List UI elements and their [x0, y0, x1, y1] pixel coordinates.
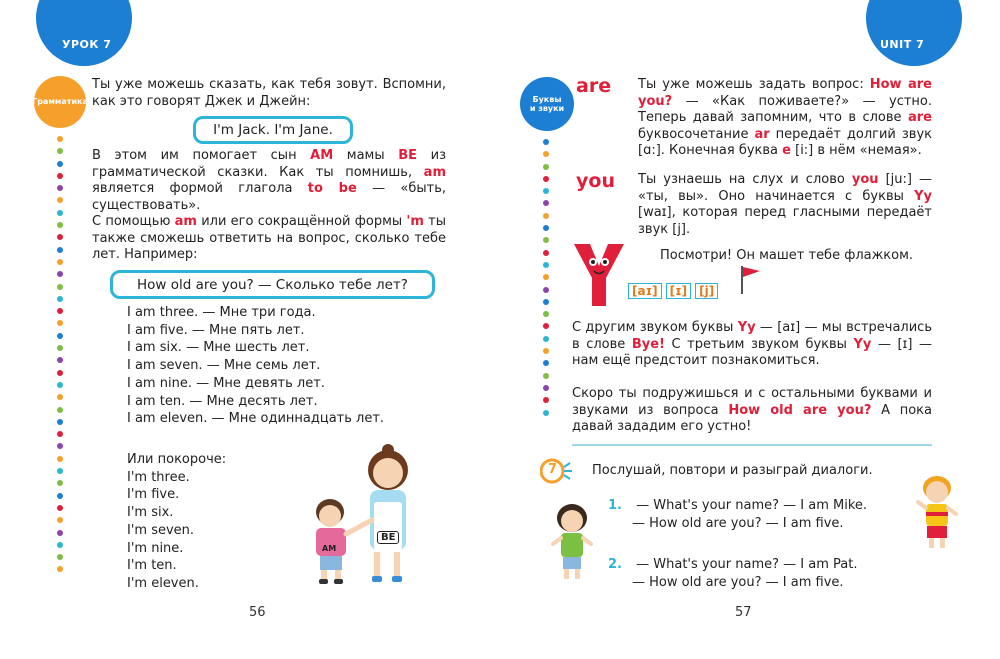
other-sounds-paragraph: С другим звуком буквы Yy — [aɪ] — мы встречались в слове Bye! С третьим звуком буквы Yy — [ɪ] — нам ещё предстоит познакомиться.	[572, 320, 933, 368]
word-are: are	[576, 75, 612, 97]
grammar-badge-label: Грамматика	[32, 97, 88, 107]
mom-apron-label: BE	[377, 531, 399, 544]
list-item: I am ten. — Мне десять лет.	[127, 393, 318, 409]
list-item: I am five. — Мне пять лет.	[127, 322, 305, 338]
dialog-2-line-2: — How old are you? — I am five.	[632, 575, 844, 590]
sound-flags	[626, 283, 720, 299]
list-item: I'm nine.	[127, 540, 184, 556]
letters-sounds-badge: Буквы и звуки	[520, 77, 574, 131]
word-you: you	[576, 170, 615, 192]
age-examples-list	[127, 304, 384, 428]
girl-illustration	[550, 502, 594, 584]
dialog-2: 2. — What's your name? — I am Pat. — How old are you? — I am five.	[608, 557, 858, 590]
flag-ai: [aɪ]	[628, 283, 662, 299]
list-item: I am seven. — Мне семь лет.	[127, 358, 321, 374]
soon-paragraph: Скоро ты подружишься и с остальными буквами и звуками из вопроса How old are you? А пока давай зададим его устно!	[572, 386, 932, 434]
jack-jane-pill	[193, 116, 353, 144]
list-item: I'm ten.	[127, 558, 177, 574]
dialog-2-line-1: — What's your name? — I am Pat.	[636, 557, 858, 572]
left-page-number: 56	[249, 605, 266, 620]
list-item: I'm six.	[127, 505, 174, 521]
section-divider	[572, 444, 932, 446]
list-item: I am six. — Мне шесть лет.	[127, 340, 310, 356]
jack-jane-text: I'm Jack. I'm Jane.	[213, 122, 333, 138]
dialog-1: 1. — What's your name? — I am Mike. — How old are you? — I am five.	[608, 498, 868, 531]
boy-illustration	[914, 474, 960, 554]
list-item: I am nine. — Мне девять лет.	[127, 375, 325, 391]
unit-header-circle	[866, 0, 962, 66]
are-paragraph: Ты уже можешь задать вопрос: How are you? — «Как поживаете?» — устно. Теперь давай запомним, что в слове are буквосочетание ar передаёт долгий звук [ɑ:]. Конечная буква e [i:] в нём «немая».	[638, 77, 932, 158]
short-examples-list	[127, 451, 226, 593]
look-caption: Посмотри! Он машет тебе флажком.	[660, 248, 914, 263]
grammar-badge	[34, 76, 86, 128]
list-item: I'm seven.	[127, 522, 195, 538]
shorter-title: Или покороче:	[127, 452, 227, 467]
dialog-1-line-2: — How old are you? — I am five.	[632, 516, 844, 531]
flag-i: [ɪ]	[666, 283, 692, 299]
how-old-text: How old are you? — Сколько тебе лет?	[137, 276, 408, 293]
left-dot-column	[57, 136, 63, 572]
exercise-instruction: Послушай, повтори и разыграй диалоги.	[592, 463, 873, 478]
you-paragraph: Ты узнаешь на слух и слово you [ju:] — «ты, вы». Оно начинается с буквы Yy [waɪ], которая перед гласными передаёт звук [j].	[638, 172, 932, 237]
short-form-paragraph: С помощью am или его сокращённой формы 'm ты также сможешь ответить на вопрос, сколько тебе лет. Например:	[92, 214, 447, 262]
how-old-pill	[110, 270, 435, 299]
grammar-tale-paragraph: В этом им помогает сын AM мамы BE из грамматической сказки. Как ты помнишь, am является формой глагола to be — «быть, существовать».	[92, 148, 446, 213]
lesson-header-label: УРОК 7	[62, 38, 112, 51]
flag-j: [j]	[695, 283, 718, 299]
list-item: I'm eleven.	[127, 575, 199, 591]
letter-y-character	[568, 238, 630, 310]
exercise-number: 7	[548, 462, 558, 477]
mom-and-son-illustration	[300, 440, 430, 590]
dialog-1-line-1: — What's your name? — I am Mike.	[636, 498, 868, 513]
list-item: I'm three.	[127, 469, 190, 485]
lesson-header-circle	[36, 0, 132, 66]
list-item: I am three. — Мне три года.	[127, 305, 316, 320]
red-flag-icon	[738, 264, 764, 294]
list-item: I am eleven. — Мне одиннадцать лет.	[127, 411, 385, 427]
intro-paragraph: Ты уже можешь сказать, как тебя зовут. Вспомни, как это говорят Джек и Джейн:	[92, 77, 446, 109]
right-dot-column	[543, 139, 549, 416]
right-page-number: 57	[735, 605, 752, 620]
unit-header-label: UNIT 7	[880, 38, 925, 51]
boy-shirt-label: AM	[322, 544, 337, 553]
list-item: I'm five.	[127, 487, 180, 503]
